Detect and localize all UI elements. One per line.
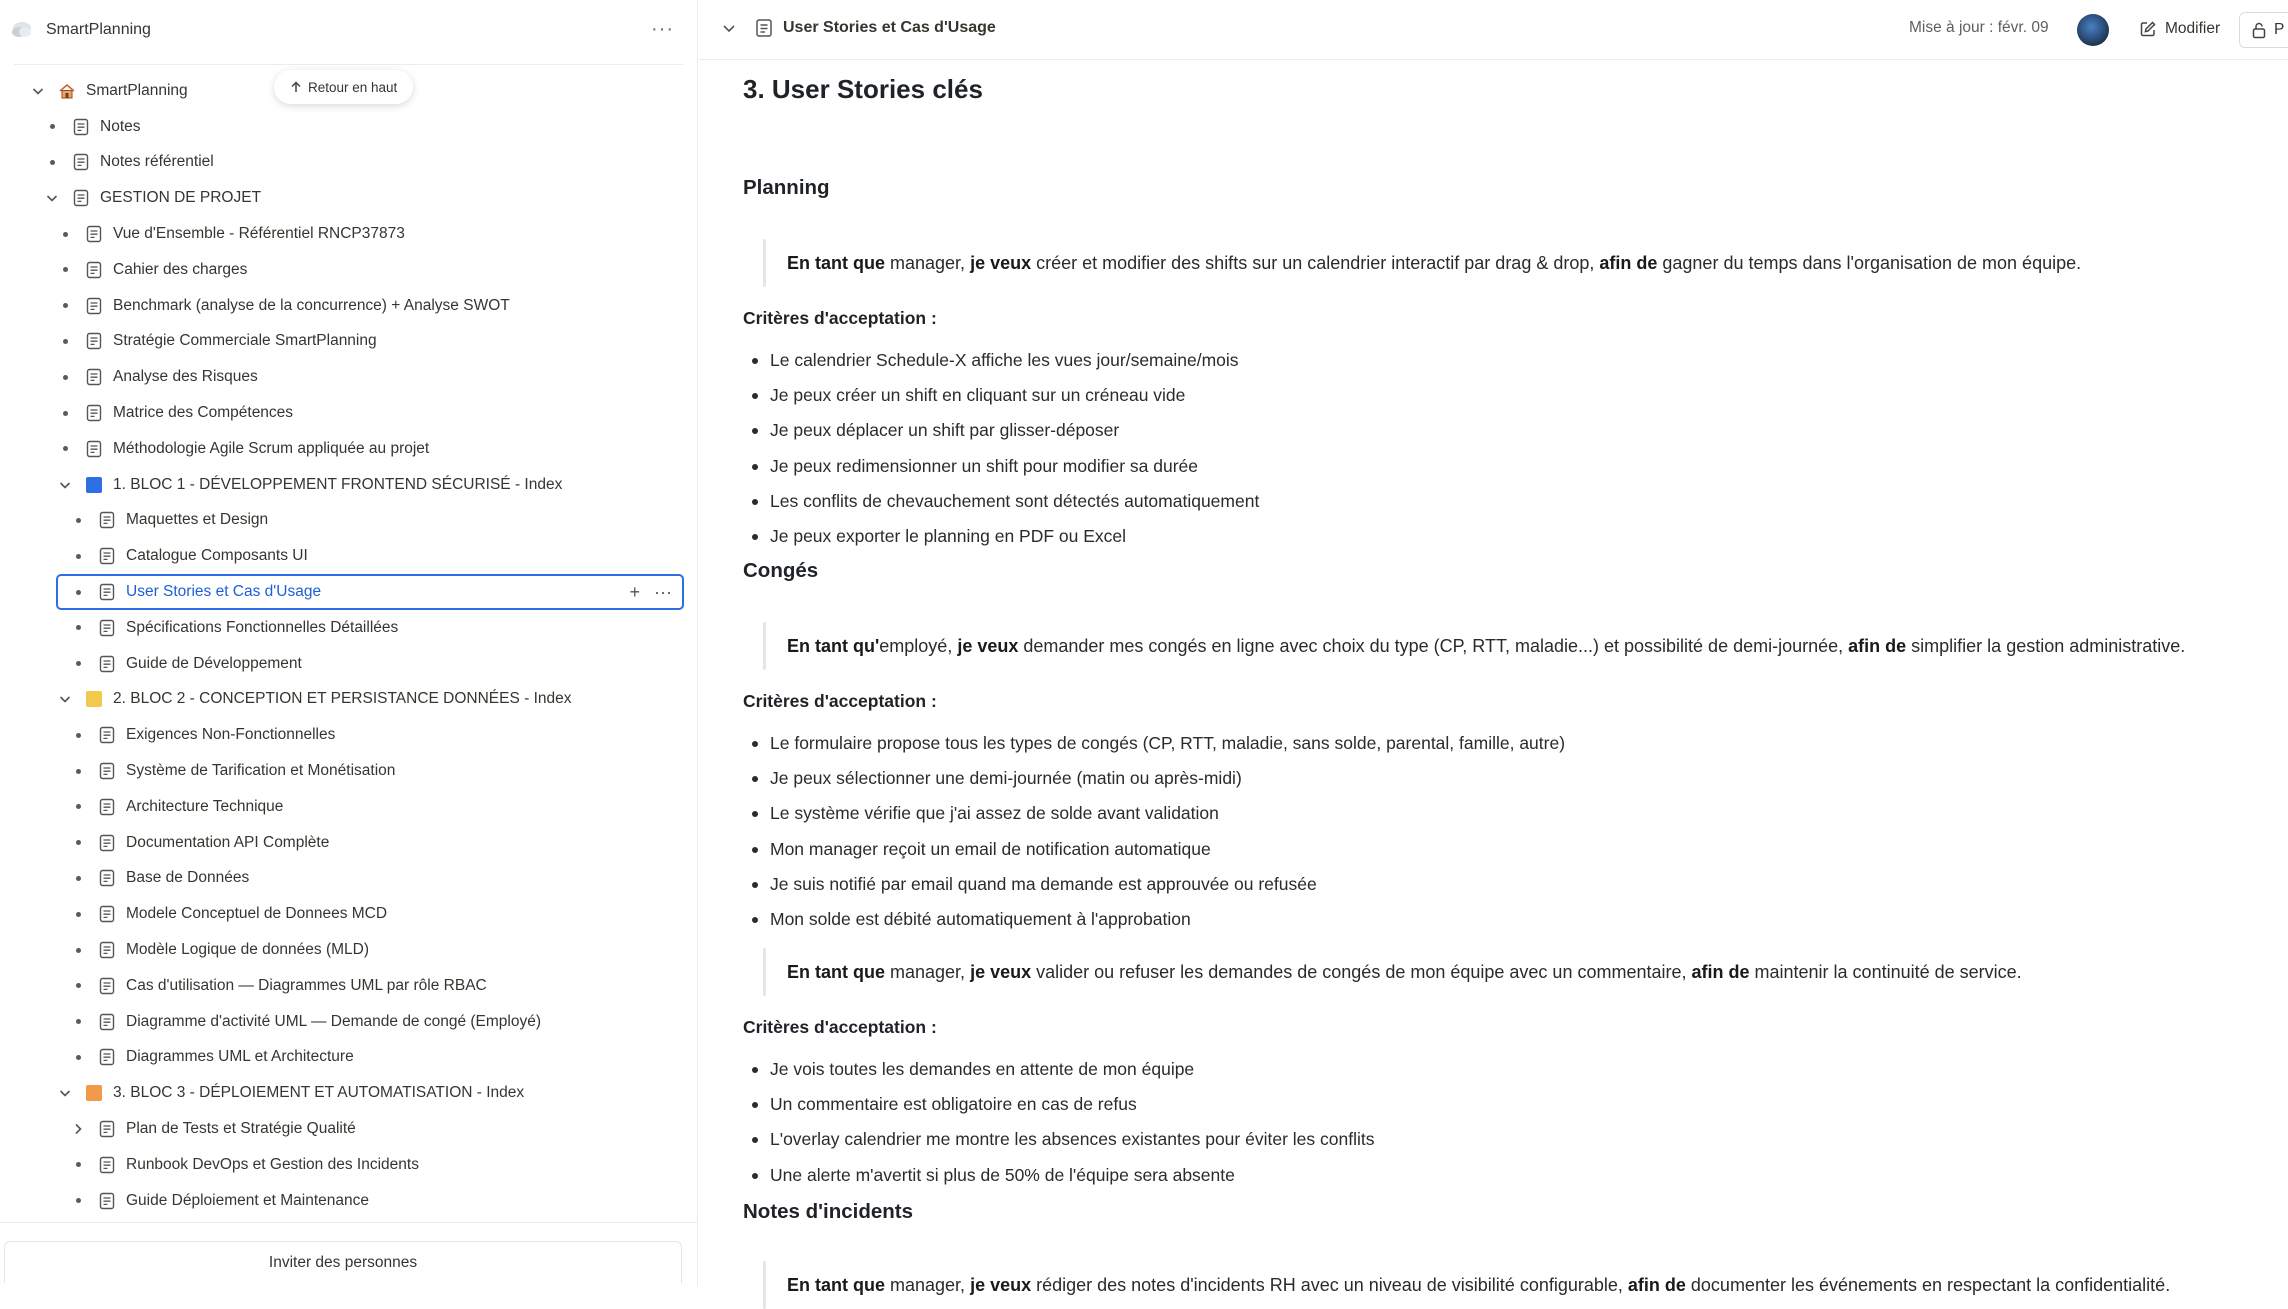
story-text: employé, — [879, 636, 958, 656]
bullet-icon — [44, 119, 60, 135]
bullet-icon — [70, 727, 86, 743]
invite-people-label: Inviter des personnes — [268, 1253, 418, 1271]
sidebar-item-label: Exigences Non-Fonctionnelles — [126, 726, 336, 744]
page-icon — [98, 762, 116, 780]
page-icon — [85, 297, 103, 315]
sidebar-item-label: Vue d'Ensemble - Référentiel RNCP37873 — [113, 225, 405, 243]
bullet-icon — [57, 333, 73, 349]
criteria-list-item: Mon solde est débité automatiquement à l'approbation — [743, 909, 1191, 930]
sidebar-item-exigences-non-fonctionnelles[interactable] — [0, 717, 698, 753]
criteria-list-item: Le système vérifie que j'ai assez de solde avant validation — [743, 803, 1219, 824]
story-text: valider ou refuser les demandes de congés de mon équipe avec un commentaire, — [1031, 962, 1692, 982]
back-to-top-button[interactable] — [274, 70, 413, 104]
sidebar-item-label: Système de Tarification et Monétisation — [126, 762, 396, 780]
sidebar — [0, 0, 698, 1286]
story-text: manager, — [885, 962, 971, 982]
bullet-icon — [57, 441, 73, 457]
bullet-icon — [57, 369, 73, 385]
sidebar-item-guide-de-developpement[interactable] — [0, 646, 698, 682]
sidebar-item-label: Guide de Développement — [126, 654, 302, 672]
edit-button[interactable] — [2131, 12, 2228, 46]
bullet-icon — [70, 656, 86, 672]
workspace-header[interactable] — [0, 0, 698, 60]
sidebar-item-label: Base de Données — [126, 869, 250, 887]
page-icon — [98, 977, 116, 995]
story-keyword: En tant que — [787, 1275, 885, 1295]
bullet-icon — [70, 835, 86, 851]
sidebar-item-label: Guide Déploiement et Maintenance — [126, 1191, 369, 1209]
bullet-icon — [70, 906, 86, 922]
sidebar-item-2-bloc-2-conception-et-persistance-donnees-index[interactable] — [0, 682, 698, 718]
sidebar-item-notes-referentiel[interactable] — [0, 145, 698, 181]
page-icon — [85, 404, 103, 422]
sidebar-item-architecture-technique[interactable] — [0, 789, 698, 825]
arrow-up-icon — [290, 81, 302, 93]
sidebar-item-benchmark-analyse-de-la-concurrence-analyse-swot[interactable] — [0, 288, 698, 324]
page-icon — [98, 905, 116, 923]
bullet-icon — [57, 226, 73, 242]
bullet-icon — [70, 978, 86, 994]
sidebar-item-label: Cas d'utilisation — Diagrammes UML par rôle RBAC — [126, 976, 487, 994]
story-keyword: je veux — [970, 253, 1032, 273]
criteria-list-item: Je peux exporter le planning en PDF ou Excel — [743, 526, 1126, 547]
story-text: demander mes congés en ligne avec choix du type (CP, RTT, maladie...) et possibilité de demi-journée, — [1018, 636, 1849, 656]
chevron-right-icon[interactable] — [70, 1121, 86, 1137]
criteria-list-item: Je peux créer un shift en cliquant sur un créneau vide — [743, 385, 1185, 406]
page-icon — [72, 189, 90, 207]
sidebar-item-1-bloc-1-developpement-frontend-securise-index[interactable] — [0, 467, 698, 503]
page-icon — [98, 1192, 116, 1210]
page-icon — [98, 798, 116, 816]
bullet-icon — [70, 763, 86, 779]
story-keyword: En tant que — [787, 253, 885, 273]
criteria-list-item: L'overlay calendrier me montre les absences existantes pour éviter les conflits — [743, 1129, 1374, 1150]
sidebar-item-vue-d-ensemble-referentiel-rncp37873[interactable] — [0, 216, 698, 252]
page-icon — [98, 869, 116, 887]
sidebar-item-label: Modele Conceptuel de Donnees MCD — [126, 905, 388, 923]
story-keyword: je veux — [970, 962, 1032, 982]
story-keyword: je veux — [957, 636, 1019, 656]
sidebar-item-maquettes-et-design[interactable] — [0, 503, 698, 539]
workspace-logo-icon — [10, 18, 34, 42]
page-icon — [98, 583, 116, 601]
chevron-down-icon[interactable] — [30, 83, 46, 99]
color-square-icon — [85, 476, 103, 494]
sidebar-item-label: Spécifications Fonctionnelles Détaillées — [126, 618, 399, 636]
page-icon — [85, 332, 103, 350]
acceptance-criteria-label: Critères d'acceptation : — [743, 691, 937, 711]
more-options-icon[interactable]: ··· — [654, 581, 672, 602]
page-doc-icon — [755, 18, 773, 43]
bullet-icon — [70, 584, 86, 600]
story-keyword: afin de — [1691, 962, 1750, 982]
sidebar-item-user-stories-et-cas-d-usage[interactable] — [56, 574, 684, 610]
row-actions — [630, 576, 673, 608]
criteria-list-item: Les conflits de chevauchement sont détectés automatiquement — [743, 491, 1259, 512]
criteria-list-item: Le calendrier Schedule-X affiche les vues jour/semaine/mois — [743, 350, 1239, 371]
sidebar-item-label: Stratégie Commerciale SmartPlanning — [113, 332, 377, 350]
workspace-name: SmartPlanning — [46, 21, 151, 38]
last-updated-text: Mise à jour : févr. 09 — [1909, 19, 2049, 36]
acceptance-criteria-label: Critères d'acceptation : — [743, 1017, 937, 1037]
back-to-top-label: Retour en haut — [308, 79, 398, 95]
user-story-quote — [743, 253, 2081, 274]
criteria-list-item: Un commentaire est obligatoire en cas de refus — [743, 1094, 1137, 1115]
sidebar-item-specifications-fonctionnelles-detaillees[interactable] — [0, 610, 698, 646]
criteria-list-item: Je peux déplacer un shift par glisser-déposer — [743, 420, 1119, 441]
criteria-list-item: Le formulaire propose tous les types de congés (CP, RTT, maladie, sans solde, parental, famille, autre) — [743, 733, 1565, 754]
sidebar-item-label: 3. BLOC 3 - DÉPLOIEMENT ET AUTOMATISATION - Index — [113, 1084, 525, 1102]
bullet-icon — [70, 512, 86, 528]
sidebar-item-label: Modèle Logique de données (MLD) — [126, 941, 369, 959]
top-bar — [699, 0, 2288, 60]
edit-icon — [2139, 20, 2157, 38]
bullet-icon — [44, 154, 60, 170]
add-subpage-icon[interactable]: + — [629, 581, 641, 602]
sidebar-item-cas-d-utilisation-diagrammes-uml-par-role-rbac[interactable] — [0, 968, 698, 1004]
chevron-down-icon[interactable] — [721, 20, 737, 41]
criteria-list-item: Une alerte m'avertit si plus de 50% de l'équipe sera absente — [743, 1165, 1235, 1186]
section-title: 3. User Stories clés — [743, 74, 983, 104]
story-keyword: afin de — [1627, 1275, 1686, 1295]
chevron-down-icon[interactable] — [44, 190, 60, 206]
bullet-icon — [70, 1157, 86, 1173]
sidebar-item-diagrammes-uml-et-architecture[interactable] — [0, 1040, 698, 1076]
page-icon — [85, 440, 103, 458]
sidebar-item-label: Matrice des Compétences — [113, 404, 294, 422]
edit-button-label: Modifier — [2165, 20, 2221, 37]
sidebar-item-label: 1. BLOC 1 - DÉVELOPPEMENT FRONTEND SÉCURISÉ - Index — [113, 475, 563, 493]
page-icon — [98, 655, 116, 673]
story-text: créer et modifier des shifts sur un calendrier interactif par drag & drop, — [1031, 253, 1600, 273]
bullet-icon — [70, 799, 86, 815]
invite-people-button[interactable] — [4, 1241, 682, 1283]
workspace-more-icon[interactable]: ··· — [651, 18, 674, 40]
page-icon — [98, 619, 116, 637]
chevron-down-icon[interactable] — [57, 477, 73, 493]
story-keyword: afin de — [1848, 636, 1907, 656]
sidebar-item-label: Diagrammes UML et Architecture — [126, 1048, 354, 1066]
sidebar-footer — [0, 1222, 698, 1286]
section-heading: Planning — [743, 176, 830, 199]
page-icon — [85, 225, 103, 243]
page-title: User Stories et Cas d'Usage — [783, 19, 996, 36]
sidebar-item-label: User Stories et Cas d'Usage — [126, 583, 322, 601]
sidebar-item-label: Catalogue Composants UI — [126, 547, 308, 565]
bullet-icon — [70, 548, 86, 564]
section-heading: Notes d'incidents — [743, 1200, 914, 1223]
sidebar-item-documentation-api-complete[interactable] — [0, 825, 698, 861]
color-square-icon — [85, 1084, 103, 1102]
sidebar-item-diagramme-d-activite-uml-demande-de-conge-employ[interactable] — [0, 1004, 698, 1040]
user-story-quote — [743, 962, 2022, 983]
criteria-list-item: Je peux sélectionner une demi-journée (matin ou après-midi) — [743, 768, 1242, 789]
page-icon — [98, 1013, 116, 1031]
story-text: simplifier la gestion administrative. — [1906, 636, 2186, 656]
story-keyword: afin de — [1599, 253, 1658, 273]
criteria-list-item: Je vois toutes les demandes en attente de mon équipe — [743, 1059, 1194, 1080]
page-icon — [72, 118, 90, 136]
section-heading: Congés — [743, 559, 819, 582]
bullet-icon — [70, 942, 86, 958]
story-keyword: En tant que — [787, 962, 885, 982]
sidebar-item-systeme-de-tarification-et-monetisation[interactable] — [0, 753, 698, 789]
sidebar-item-label: Runbook DevOps et Gestion des Incidents — [126, 1155, 419, 1173]
page-icon — [98, 1120, 116, 1138]
bullet-icon — [57, 405, 73, 421]
sidebar-item-label: Documentation API Complète — [126, 833, 330, 851]
criteria-list-item: Je suis notifié par email quand ma demande est approuvée ou refusée — [743, 874, 1317, 895]
story-text: documenter les événements en respectant la confidentialité. — [1685, 1275, 2171, 1295]
bullet-icon — [70, 1014, 86, 1030]
sidebar-item-label: Benchmark (analyse de la concurrence) + Analyse SWOT — [113, 296, 510, 314]
sidebar-item-matrice-des-competences[interactable] — [0, 395, 698, 431]
page-icon — [98, 1048, 116, 1066]
sidebar-item-label: Maquettes et Design — [126, 511, 269, 529]
bullet-icon — [70, 620, 86, 636]
story-text: manager, — [885, 253, 971, 273]
story-text: maintenir la continuité de service. — [1749, 962, 2022, 982]
user-story-quote — [743, 636, 2185, 657]
page-icon — [98, 941, 116, 959]
chevron-down-icon[interactable] — [57, 691, 73, 707]
page-icon — [85, 261, 103, 279]
bullet-icon — [70, 1049, 86, 1065]
sidebar-item-cahier-des-charges[interactable] — [0, 252, 698, 288]
page-icon — [72, 153, 90, 171]
story-text: rédiger des notes d'incidents RH avec un niveau de visibilité configurable, — [1031, 1275, 1628, 1295]
bullet-icon — [70, 1193, 86, 1209]
story-text: manager, — [885, 1275, 971, 1295]
sidebar-item-label: Notes référentiel — [100, 153, 214, 171]
sidebar-item-runbook-devops-et-gestion-des-incidents[interactable] — [0, 1147, 698, 1183]
sidebar-item-label: SmartPlanning — [86, 81, 188, 99]
sidebar-item-label: Cahier des charges — [113, 260, 248, 278]
sidebar-item-analyse-des-risques[interactable] — [0, 359, 698, 395]
sidebar-item-label: Plan de Tests et Stratégie Qualité — [126, 1120, 356, 1137]
sidebar-item-methodologie-agile-scrum-appliquee-au-projet[interactable] — [0, 431, 698, 467]
sidebar-item-label: Analyse des Risques — [113, 368, 258, 386]
criteria-list-item: Je peux redimensionner un shift pour modifier sa durée — [743, 456, 1198, 477]
story-text: gagner du temps dans l'organisation de mon équipe. — [1657, 253, 2082, 273]
page-icon — [98, 834, 116, 852]
sidebar-item-label: Diagramme d'activité UML — Demande de congé (Employé) — [126, 1012, 542, 1030]
color-square-icon — [85, 690, 103, 708]
criteria-list-item: Mon manager reçoit un email de notification automatique — [743, 839, 1211, 860]
share-button[interactable] — [2239, 12, 2288, 48]
sidebar-item-label: 2. BLOC 2 - CONCEPTION ET PERSISTANCE DONNÉES - Index — [113, 690, 572, 708]
bullet-icon — [70, 870, 86, 886]
bullet-icon — [57, 298, 73, 314]
page-icon — [98, 1156, 116, 1174]
house-icon — [58, 82, 76, 100]
acceptance-criteria-label: Critères d'acceptation : — [743, 308, 937, 328]
sidebar-item-3-bloc-3-deploiement-et-automatisation-index[interactable] — [0, 1075, 698, 1111]
sidebar-item-label: GESTION DE PROJET — [100, 189, 262, 207]
sidebar-item-strategie-commerciale-smartplanning[interactable] — [0, 324, 698, 360]
sidebar-item-plan-de-tests-et-strategie-qualite[interactable] — [0, 1111, 698, 1147]
sidebar-item-gestion-de-projet[interactable] — [0, 180, 698, 216]
sidebar-item-label: Notes — [100, 117, 141, 135]
page-icon — [98, 726, 116, 744]
story-keyword: je veux — [970, 1275, 1032, 1295]
sidebar-item-label: Architecture Technique — [126, 797, 284, 815]
sidebar-item-guide-deploiement-et-maintenance[interactable] — [0, 1183, 698, 1219]
page-tree — [0, 73, 698, 1219]
share-button-label: P — [2274, 21, 2285, 38]
sidebar-item-catalogue-composants-ui[interactable] — [0, 538, 698, 574]
chevron-down-icon[interactable] — [57, 1085, 73, 1101]
bullet-icon — [57, 262, 73, 278]
story-keyword: En tant qu' — [787, 636, 880, 656]
sidebar-item-modele-logique-de-donnees-mld[interactable] — [0, 932, 698, 968]
sidebar-item-label: Méthodologie Agile Scrum appliquée au projet — [113, 439, 430, 457]
sidebar-item-notes[interactable] — [0, 109, 698, 145]
page-icon — [98, 511, 116, 529]
page-icon — [85, 368, 103, 386]
page-icon — [98, 547, 116, 565]
sidebar-item-modele-conceptuel-de-donnees-mcd[interactable] — [0, 896, 698, 932]
lock-icon — [2252, 21, 2266, 39]
avatar[interactable] — [2077, 14, 2109, 46]
sidebar-item-base-de-donnees[interactable] — [0, 861, 698, 897]
sidebar-divider — [14, 64, 683, 65]
